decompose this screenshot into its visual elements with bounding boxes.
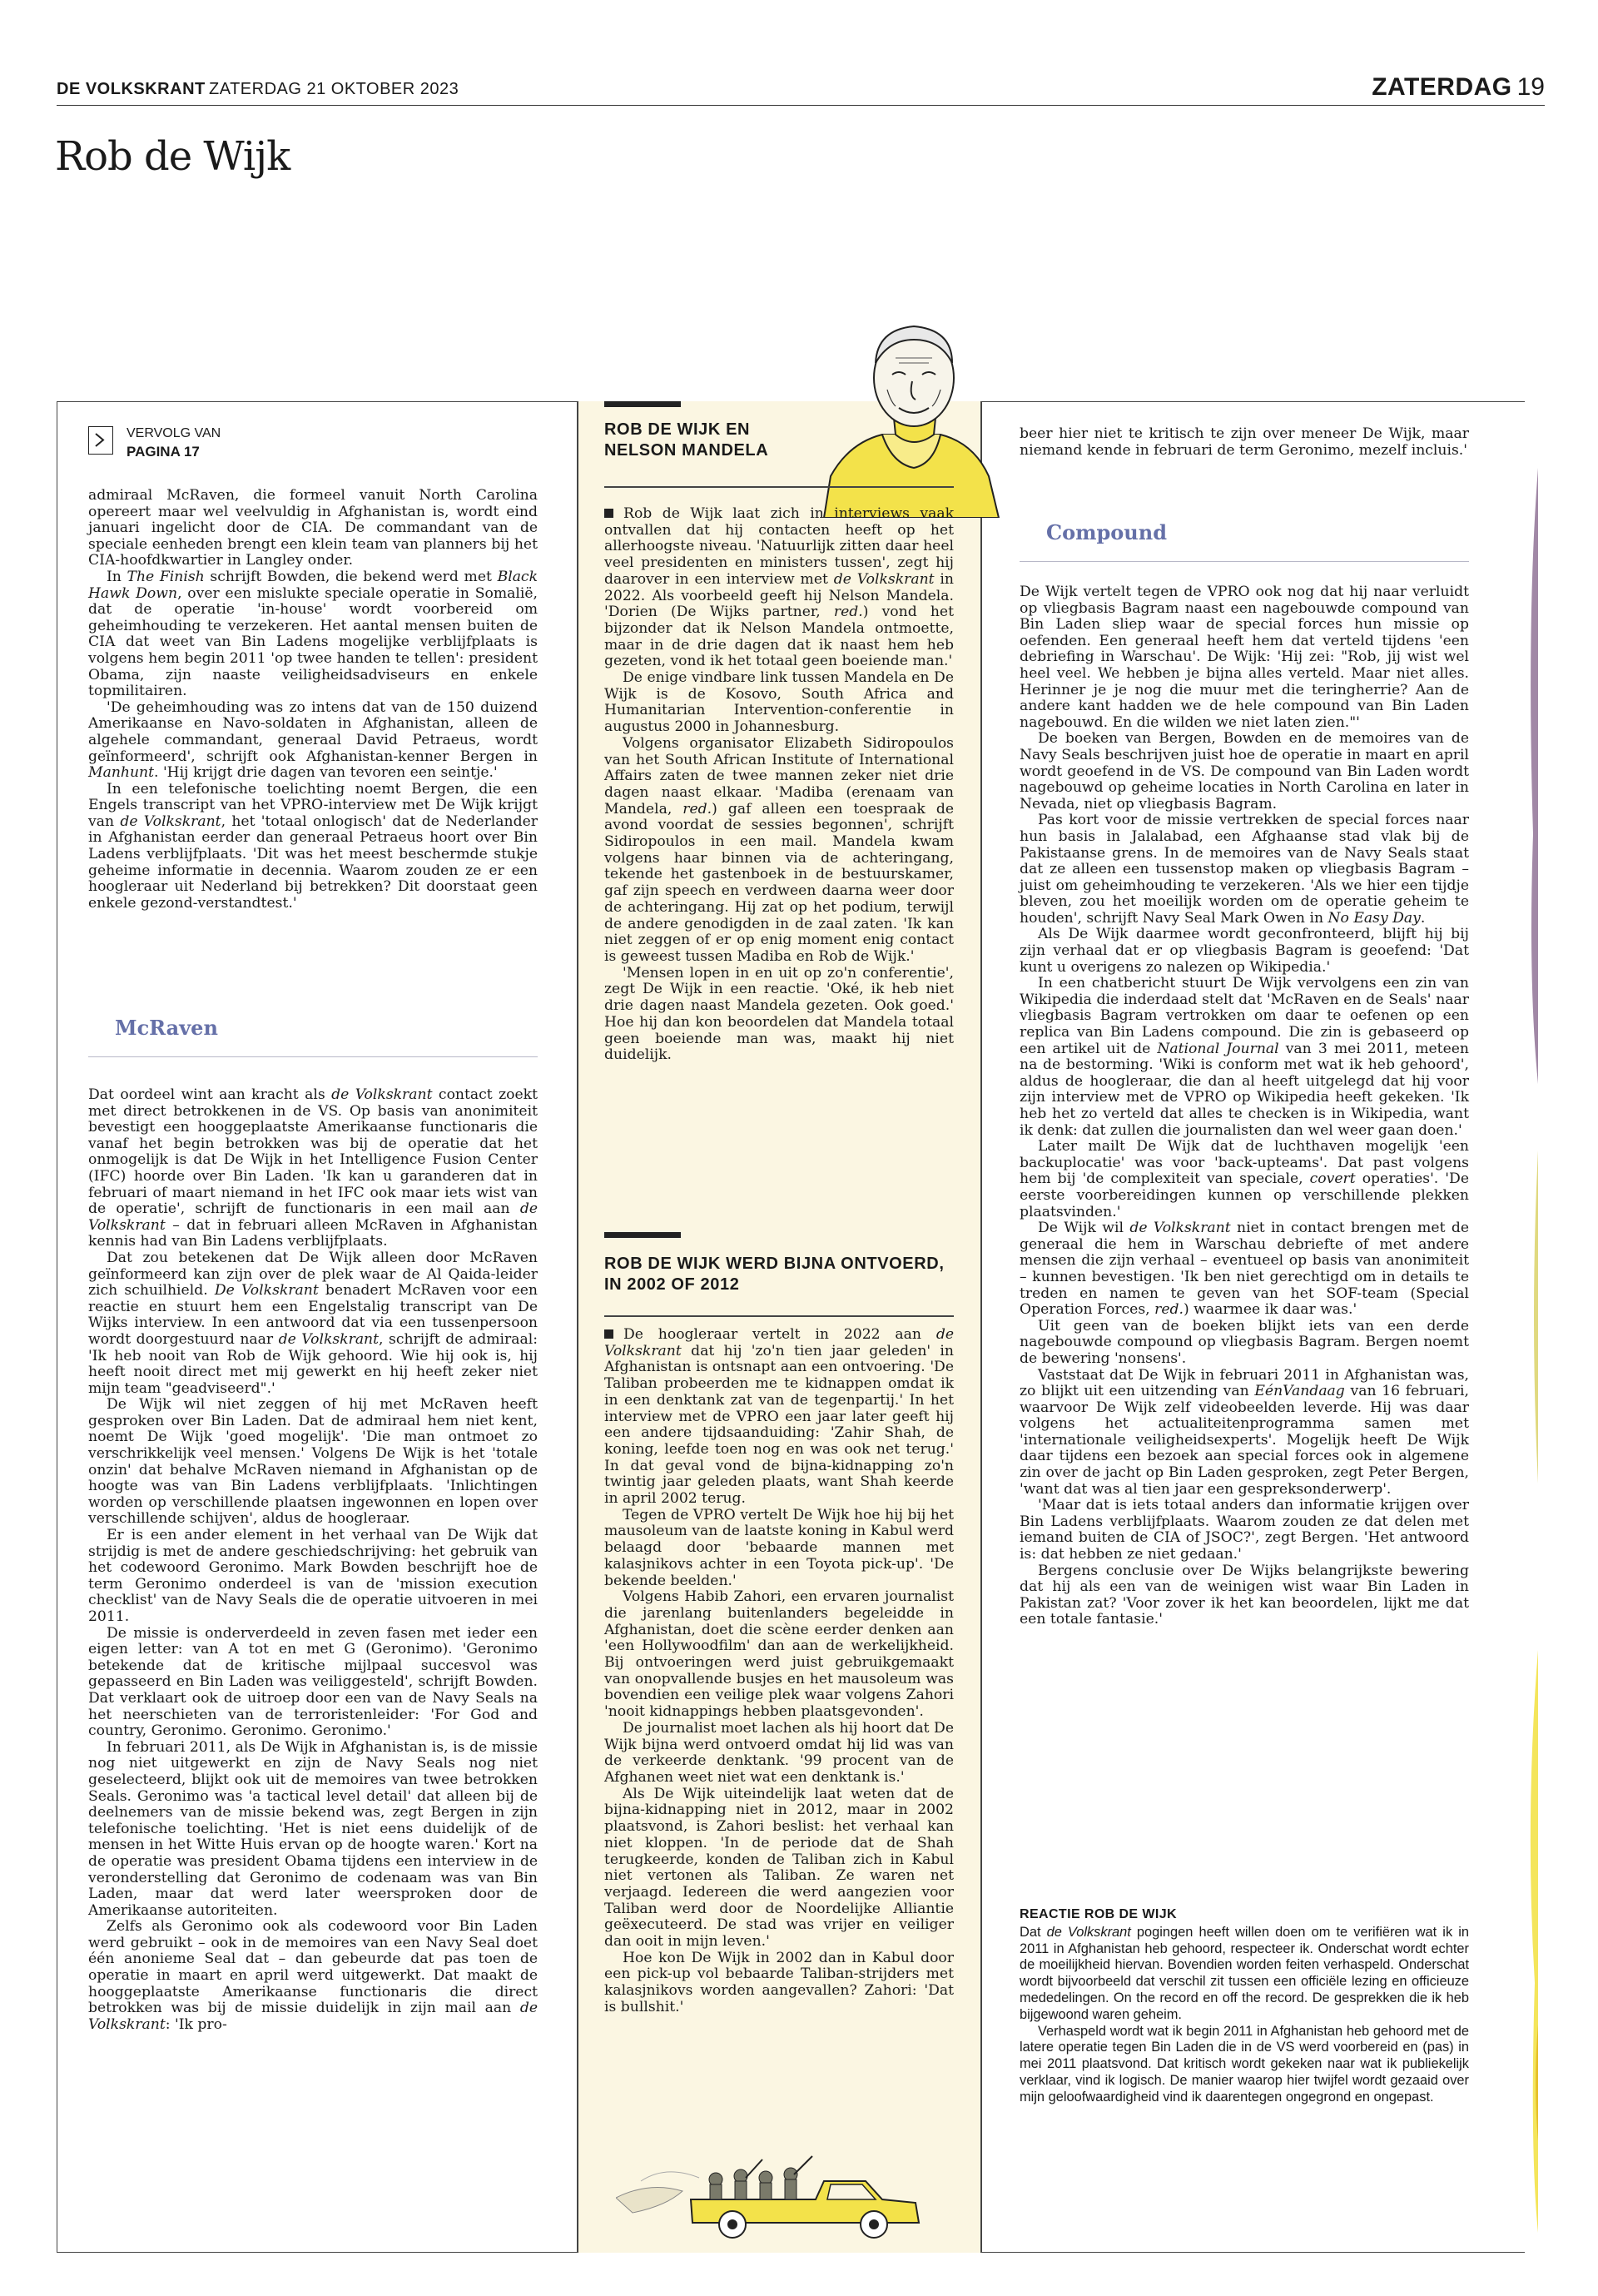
column-divider — [980, 401, 982, 2253]
box-marker — [604, 401, 681, 407]
page-number: 19 — [1516, 73, 1545, 101]
publication-date: ZATERDAG 21 OKTOBER 2023 — [209, 80, 459, 98]
continued-from — [88, 426, 421, 460]
box-marker — [604, 1232, 681, 1238]
subheading-mcraven — [88, 999, 538, 1057]
box-text-ontvoerd: De hoogleraar vertelt in 2022 aan de Volkskrant dat hij 'zo'n tien jaar geleden' in Afghanistan is ontsnapt aan een ontvoering. 'De Taliban probeerden me te kidnappen omdat ik in een denktank zat van de tegenpartij.' In het interview met de VPRO een jaar later geeft hij een andere tijdsaanduiding: 'Zahir Shah, de koning, leefde toen nog en was ook net terug.' In dat geval vond de bijna-kidnapping zo'n twintig jaar geleden plaats, want Shah keerde in april 2002 terug. Tegen de VPRO vertelt De Wijk hoe hij bij het mausoleum van de laatste koning in Kabul werd belaagd door 'bebaarde mannen met kalasjnikovs achter in een Toyota pick-up'. 'De bekende beelden.' Volgens Habib Zahori, een ervaren journalist die jarenlang buitenlanders begeleidde in Afghanistan, doet die scène eerder denken aan 'een Hollywoodfilm' dan aan de werkelijkheid. Bij ontvoeringen werd juist gebruikgemaakt van onopvallende busjes en het mausoleum was bovendien een veilige plek waar volgens Zahori 'nooit kidnappings hebben plaatsgevonden'. De journalist moet lachen als hij hoort dat De Wijk bijna werd ontvoerd omdat hij lid was van de verkeerde denktank. '99 procent van de Afghanen weet niet wat een denktank is.' Als De Wijk uiteindelijk laat weten dat de bijna-kidnapping niet in 2012, maar in 2002 plaatsvond, is Zahori beslist: het verhaal kan niet kloppen. 'In de periode dat de Shah terugkeerde, konden de Taliban zich in Kabul niet vertonen als Taliban. Ze waren net verjaagd. Iedereen die werd aangezien voor Taliban werd door de Noordelijke Alliantie geëxecuteerd. De stad was vrijer en veiliger dan ooit in mijn leven.' Hoe kon De Wijk in 2002 dan in Kabul door een pick-up vol bebaarde Taliban-strijders met kalasjnikovs worden aangevallen? Zahori: 'Dat is bullshit.' — [604, 1326, 954, 2015]
article-column-1-continued: Dat oordeel wint aan kracht als de Volkskrant contact zoekt met direct betrokkenen in de VS. Op basis van anonimiteit bevestigt een hooggeplaatste Amerikaanse functionaris die vanaf het begin betrokken was bij de operatie dat het onmogelijk is dat De Wijk in het Intelligence Fusion Center (IFC) hoorde over Bin Laden. 'Ik kan u garanderen dat in februari of maart niemand in het IFC ook maar iets wist van de operatie', schrijft de functionaris in een mail aan de Volkskrant – dat in februari alleen McRaven in Afghanistan kennis had van Bin Ladens verblijfplaats. Dat zou betekenen dat De Wijk alleen door McRaven geïnformeerd kan zijn over de plek waar de Al Qaida-leider zich schuilhield. De Volkskrant benadert McRaven voor een reactie en stuurt hem een Engelstalig transcript van De Wijks interview. In een antwoord dat via een tussenpersoon wordt doorgestuurd naar de Volkskrant, schrijft de admiraal: 'Ik heb nooit van Rob de Wijk gehoord. Wie hij ook is, hij heeft nooit direct met mij gewerkt en hij heeft zeker niet mijn team "geadviseerd".' De Wijk wil niet zeggen of hij met McRaven heeft gesproken over Bin Laden. Dat de admiraal hem niet kent, noemt De Wijk 'goed mogelijk'. 'Die man ontmoet zo verschrikkelijk veel mensen.' Volgens De Wijk is het 'totale onzin' dat behalve McRaven niemand in Afghanistan op de hoogte was van Bin Ladens verblijfplaats. 'Inlichtingen worden op verschillende plaatsen ingewonnen en lopen over verschillende schijven', aldus de hoogleraar. Er is een ander element in het verhaal van De Wijk dat strijdig is met de andere geschiedschrijving: het gebruik van het codewoord Geronimo. Mark Bowden beschrijft hoe de term Geronimo onderdeel is van de 'mission execution checklist' van de Navy Seals die de operatie uitvoeren in mei 2011. De missie is onderverdeeld in zeven fasen met ieder een eigen letter: van A tot en met G (Geronimo). 'Geronimo betekende dat de kritische mijlpaal succesvol was gepasseerd en Bin Laden was veiliggesteld', schrijft Bowden. Dat verklaart ook de uitroep door een van de Navy Seals na het neerschieten van de terroristenleider: 'For God and country, Geronimo. Geronimo. Geronimo.' In februari 2011, als De Wijk in Afghanistan is, is de missie nog niet uitgewerkt en zijn de Navy Seals nog niet geselecteerd, blijkt ook uit de memoires van twee betrokken Seals. Geronimo was 'a tactical level detail' dat alleen bij de deelnemers van de missie bekend was, zegt Bergen in zijn telefonische toelichting. 'Het is niet eens duidelijk of de mensen in het Witte Huis ervan op de hoogte waren.' Kort na de operatie was president Obama tijdens een interview in de veronderstelling dat Geronimo de codenaam was van Bin Laden, maar dat werd later weersproken door de Amerikaanse autoriteiten. Zelfs als Geronimo ook als codewoord voor Bin Laden werd gebruikt – ook in de memoires van een Navy Seal doet één anonieme Seal dat – dan gebeurde dat pas toen de operatie in maart en april werd uitgewerkt. Dat maakt de hooggeplaatste Amerikaanse functionaris die direct betrokken was bij de missie duidelijk in zijn mail aan de Volkskrant: 'Ik pro- — [88, 1086, 538, 2033]
box-title-line: ROB DE WIJK EN — [604, 420, 751, 439]
column-divider — [577, 401, 578, 2253]
reactie-heading: REACTIE ROB DE WIJK — [1020, 1907, 1177, 1921]
box-title-mandela — [604, 420, 768, 461]
section-day: ZATERDAG — [1372, 73, 1512, 101]
subheading-compound — [1020, 504, 1469, 562]
continued-label: VERVOLG VAN — [127, 426, 221, 440]
continued-page: PAGINA 17 — [127, 444, 200, 460]
box-title-line: ROB DE WIJK WERD BIJNA ONTVOERD, — [604, 1255, 945, 1273]
reactie-box: REACTIE ROB DE WIJK Dat de Volkskrant pogingen heeft willen doen om te verifiëren wat ik in 2011 in Afghanistan heb gehoord, respecteer ik. Onderschat wordt echter de moeilijkheid hiervan. Bovendien worden feiten verhaspeld. Onderschat wordt bijvoorbeeld dat verschil zit tussen een officiële lezing en officieuze mededelingen. On the record en off the record. De gesprekken die ik heb bijgewoond waren geheim. Verhaspeld wordt wat ik begin 2011 in Afghanistan heb gehoord met de latere operatie tegen Bin Laden die in de VS werd voorbereid en (pas) in mei 2011 plaatsvond. Dat kritisch wordt gekeken naar wat ik publiekelijk verklaar, vind ik logisch. De manier waarop hier twijfel wordt gezaaid over mijn geloofwaardigheid vind ik daarentegen ongegrond en ongepast. — [1020, 1907, 1469, 2105]
masthead — [57, 73, 1545, 106]
section-label — [1372, 73, 1545, 102]
newspaper-name: DE VOLKSKRANT — [57, 80, 206, 98]
square-bullet-icon — [604, 509, 613, 518]
pickup-truck-icon — [616, 2148, 940, 2248]
subheading-text: Compound — [1046, 520, 1167, 544]
box-title-line: NELSON MANDELA — [604, 441, 769, 460]
edge-illustration-icon — [1525, 401, 1538, 2253]
subheading-text: McRaven — [115, 1016, 218, 1040]
article-column-3: beer hier niet te kritisch te zijn over meneer De Wijk, maar niemand kende in februari de term Geronimo, mezelf incluis.' — [1020, 425, 1469, 459]
article-column-3-continued: De Wijk vertelt tegen de VPRO ook nog dat hij naar verluidt op vliegbasis Bagram naast een nagebouwde compound van Bin Laden sliep waar de special forces hun missie op oefenden. Een generaal heeft hem dat verteld tijdens 'een debriefing in Warschau'. De Wijk: 'Hij zei: "Rob, jij wist wel heel veel. We hebben je bijna alles verteld. Maar niet alles. Herinner je je nog die muur met die teringherrie? Aan de andere kant hadden we de hele compound van Bin Laden nagebouwd. En die wilden we niet laten zien."' De boeken van Bergen, Bowden en de memoires van de Navy Seals beschrijven juist hoe de operatie in maart en april wordt geoefend in de VS. De compound van Bin Laden wordt nagebouwd op geheime locaties in North Carolina en later in Nevada, niet op vliegbasis Bagram. Pas kort voor de missie vertrekken de special forces naar hun basis in Jalalabad, een Afghaanse stad vlak bij de Pakistaanse grens. In de memoires van de Navy Seals staat dat ze alleen een tussenstop maken op vliegbasis Bagram – juist om geheimhouding te verzekeren. 'Als we hier een tijdje bleven, zou het moeilijk worden om de operatie geheim te houden', schrijft Navy Seal Mark Owen in No Easy Day. Als De Wijk daarmee wordt geconfronteerd, blijft hij bij zijn verhaal dat er op vliegbasis Bagram is geoefend: 'Dat kunt u overigens zo nalezen op Wikipedia.' In een chatbericht stuurt De Wijk vervolgens een zin van Wikipedia die inderdaad stelt dat 'McRaven en de Seals' naar vliegbasis Bagram vertrokken om daar te oefenen op een replica van Bin Ladens compound. Die zin is gebaseerd op een artikel uit de National Journal van 3 mei 2011, meteen na de bestorming. 'Wiki is conform met wat ik heb gehoord', aldus de hoogleraar, die dan al heeft uitgelegd dat hij voor zijn interview met de VPRO op Wikipedia heeft gekeken. 'Ik heb het zo verteld dat alles te checken is in Wikipedia, want ik denk: dat zullen die journalisten dan wel weer gaan doen.' Later mailt De Wijk dat de luchthaven mogelijk 'een backuplocatie' was voor 'back-upteams'. Dat past volgens hem bij 'de complexiteit van speciale, covert operaties'. 'De eerste voorbereidingen kunnen op verschillende plekken plaatsvinden.' De Wijk wil de Volkskrant niet in contact brengen met de generaal die hem in Warschau debriefte of met andere mensen die zijn verhaal – eventueel op basis van anonimiteit – kunnen bevestigen. 'Ik ben niet gerechtigd om in details te treden en namen te geven van het SOF-team (Special Operation Forces, red.) waarmee ik daar was.' Uit geen van de boeken blijkt iets van een derde nagebouwde compound op vliegbasis Bagram. Bergen noemt de bewering 'nonsens'. Vaststaat dat De Wijk in februari 2011 in Afghanistan was, zo blijkt uit een uitzending van EénVandaag van 16 februari, waarvoor De Wijk zelf videobeelden leverde. Hij was daar volgens het actualiteitenprogramma samen met 'internationale veiligheidsexperts'. Mogelijk heeft De Wijk daar tijdens een bezoek aan special forces ook in algemene zin over de jacht op Bin Laden gesproken, zegt Peter Bergen, 'want dat was al tien jaar een gespreksonderwerp'. 'Maar dat is iets totaal anders dan informatie krijgen over Bin Ladens verblijfplaats. Waarom zouden ze dat delen met iemand buiten de CIA of JSOC?', zegt Bergen. 'Het antwoord is: dat hebben ze niet gedaan.' Bergens conclusie over De Wijks belangrijkste bewering dat hij als een van de weinigen wist waar Bin Laden in Pakistan zat? 'Voor zover ik het kan beoordelen, lijkt me dat een totale fantasie.' — [1020, 584, 1470, 1628]
box-title-line: IN 2002 OF 2012 — [604, 1275, 740, 1294]
box-rule — [604, 1315, 954, 1317]
arrow-right-icon — [88, 426, 113, 455]
box-title-ontvoerd — [604, 1254, 944, 1295]
box-text-mandela: Rob de Wijk laat zich in interviews vaak ontvallen dat hij contacten heeft op het allerhoogste niveau. 'Natuurlijk zitten daar heel veel presidenten en ministers tussen', zegt hij daarover in een interview met de Volkskrant in 2022. Als voorbeeld geeft hij Nelson Mandela. 'Dorien (De Wijks partner, red.) vond het bijzonder dat ik Nelson Mandela ontmoette, maar in de drie dagen dat ik naast hem heb gezeten, vond ik het totaal geen boeiende man.' De enige vindbare link tussen Mandela en De Wijk is de Kosovo, South Africa and Humanitarian Intervention-conferentie in augustus 2000 in Johannesburg. Volgens organisator Elizabeth Sidiropoulos van het South African Institute of International Affairs zaten de twee mannen zeker niet drie dagen naast elkaar. 'Madiba (erenaam van Mandela, red.) gaf alleen een toespraak de avond voordat de sessies begonnen', schrijft Sidiropoulos in een mail. Mandela kwam volgens haar binnen via de achteringang, tekende het gastenboek in de bestuurskamer, gaf zijn speech en verdween daarna weer door de achteringang. Hij zat op het podium, terwijl de andere genodigden in de zaal zaten. 'Ik kan niet zeggen of er op enig moment enig contact is geweest tussen Madiba en Rob de Wijk.' 'Mensen lopen in en uit op zo'n conferentie', zegt De Wijk in een reactie. 'Oké, ik heb niet drie dagen naast Mandela gezeten. Ook goed.' Hoe hij dan kon beoordelen dat Mandela totaal geen boeiende man was, maakt hij niet duidelijk. — [604, 505, 955, 1064]
page-title: Rob de Wijk — [55, 133, 290, 180]
article-column-1: admiraal McRaven, die formeel vanuit North Carolina opereert maar wel veelvuldig in Afghanistan is, wordt eind januari ingelicht door de CIA. De commandant van de speciale eenheden brengt een klein team van planners bij het CIA-hoofdkwartier in Langley onder. In The Finish schrijft Bowden, die bekend werd met Black Hawk Down, over een mislukte speciale operatie in Somalië, dat de operatie 'in-house' wordt voorbereid om geheimhouding te verzekeren. Het aantal mensen buiten de CIA dat weet van Bin Ladens mogelijke verblijfplaats is volgens hem begin 2011 'op twee handen te tellen': president Obama, zijn naaste veiligheidsadviseurs en enkele topmilitairen. 'De geheimhouding was zo intens dat van de 150 duizend Amerikaanse en Navo-soldaten in Afghanistan, alleen de algehele commandant, generaal David Petraeus, wordt geïnformeerd', schrijft ook Afghanistan-kenner Bergen in Manhunt. 'Hij krijgt drie dagen van tevoren een seintje.' In een telefonische toelichting noemt Bergen, die een Engels transcript van het VPRO-interview met De Wijk krijgt van de Volkskrant, het 'totaal onlogisch' dat de Nederlander in Afghanistan eerder dan generaal Petraeus hoort over Bin Ladens verblijfplaats. 'Dit was het meest beschermde stukje geheime informatie in decennia. Waarom zouden ze er een hoogleraar uit Nederland bij betrekken? Dit doorstaat geen enkele gezond-verstandtest.' — [88, 487, 538, 912]
square-bullet-icon — [604, 1329, 613, 1339]
box-rule — [604, 486, 954, 488]
